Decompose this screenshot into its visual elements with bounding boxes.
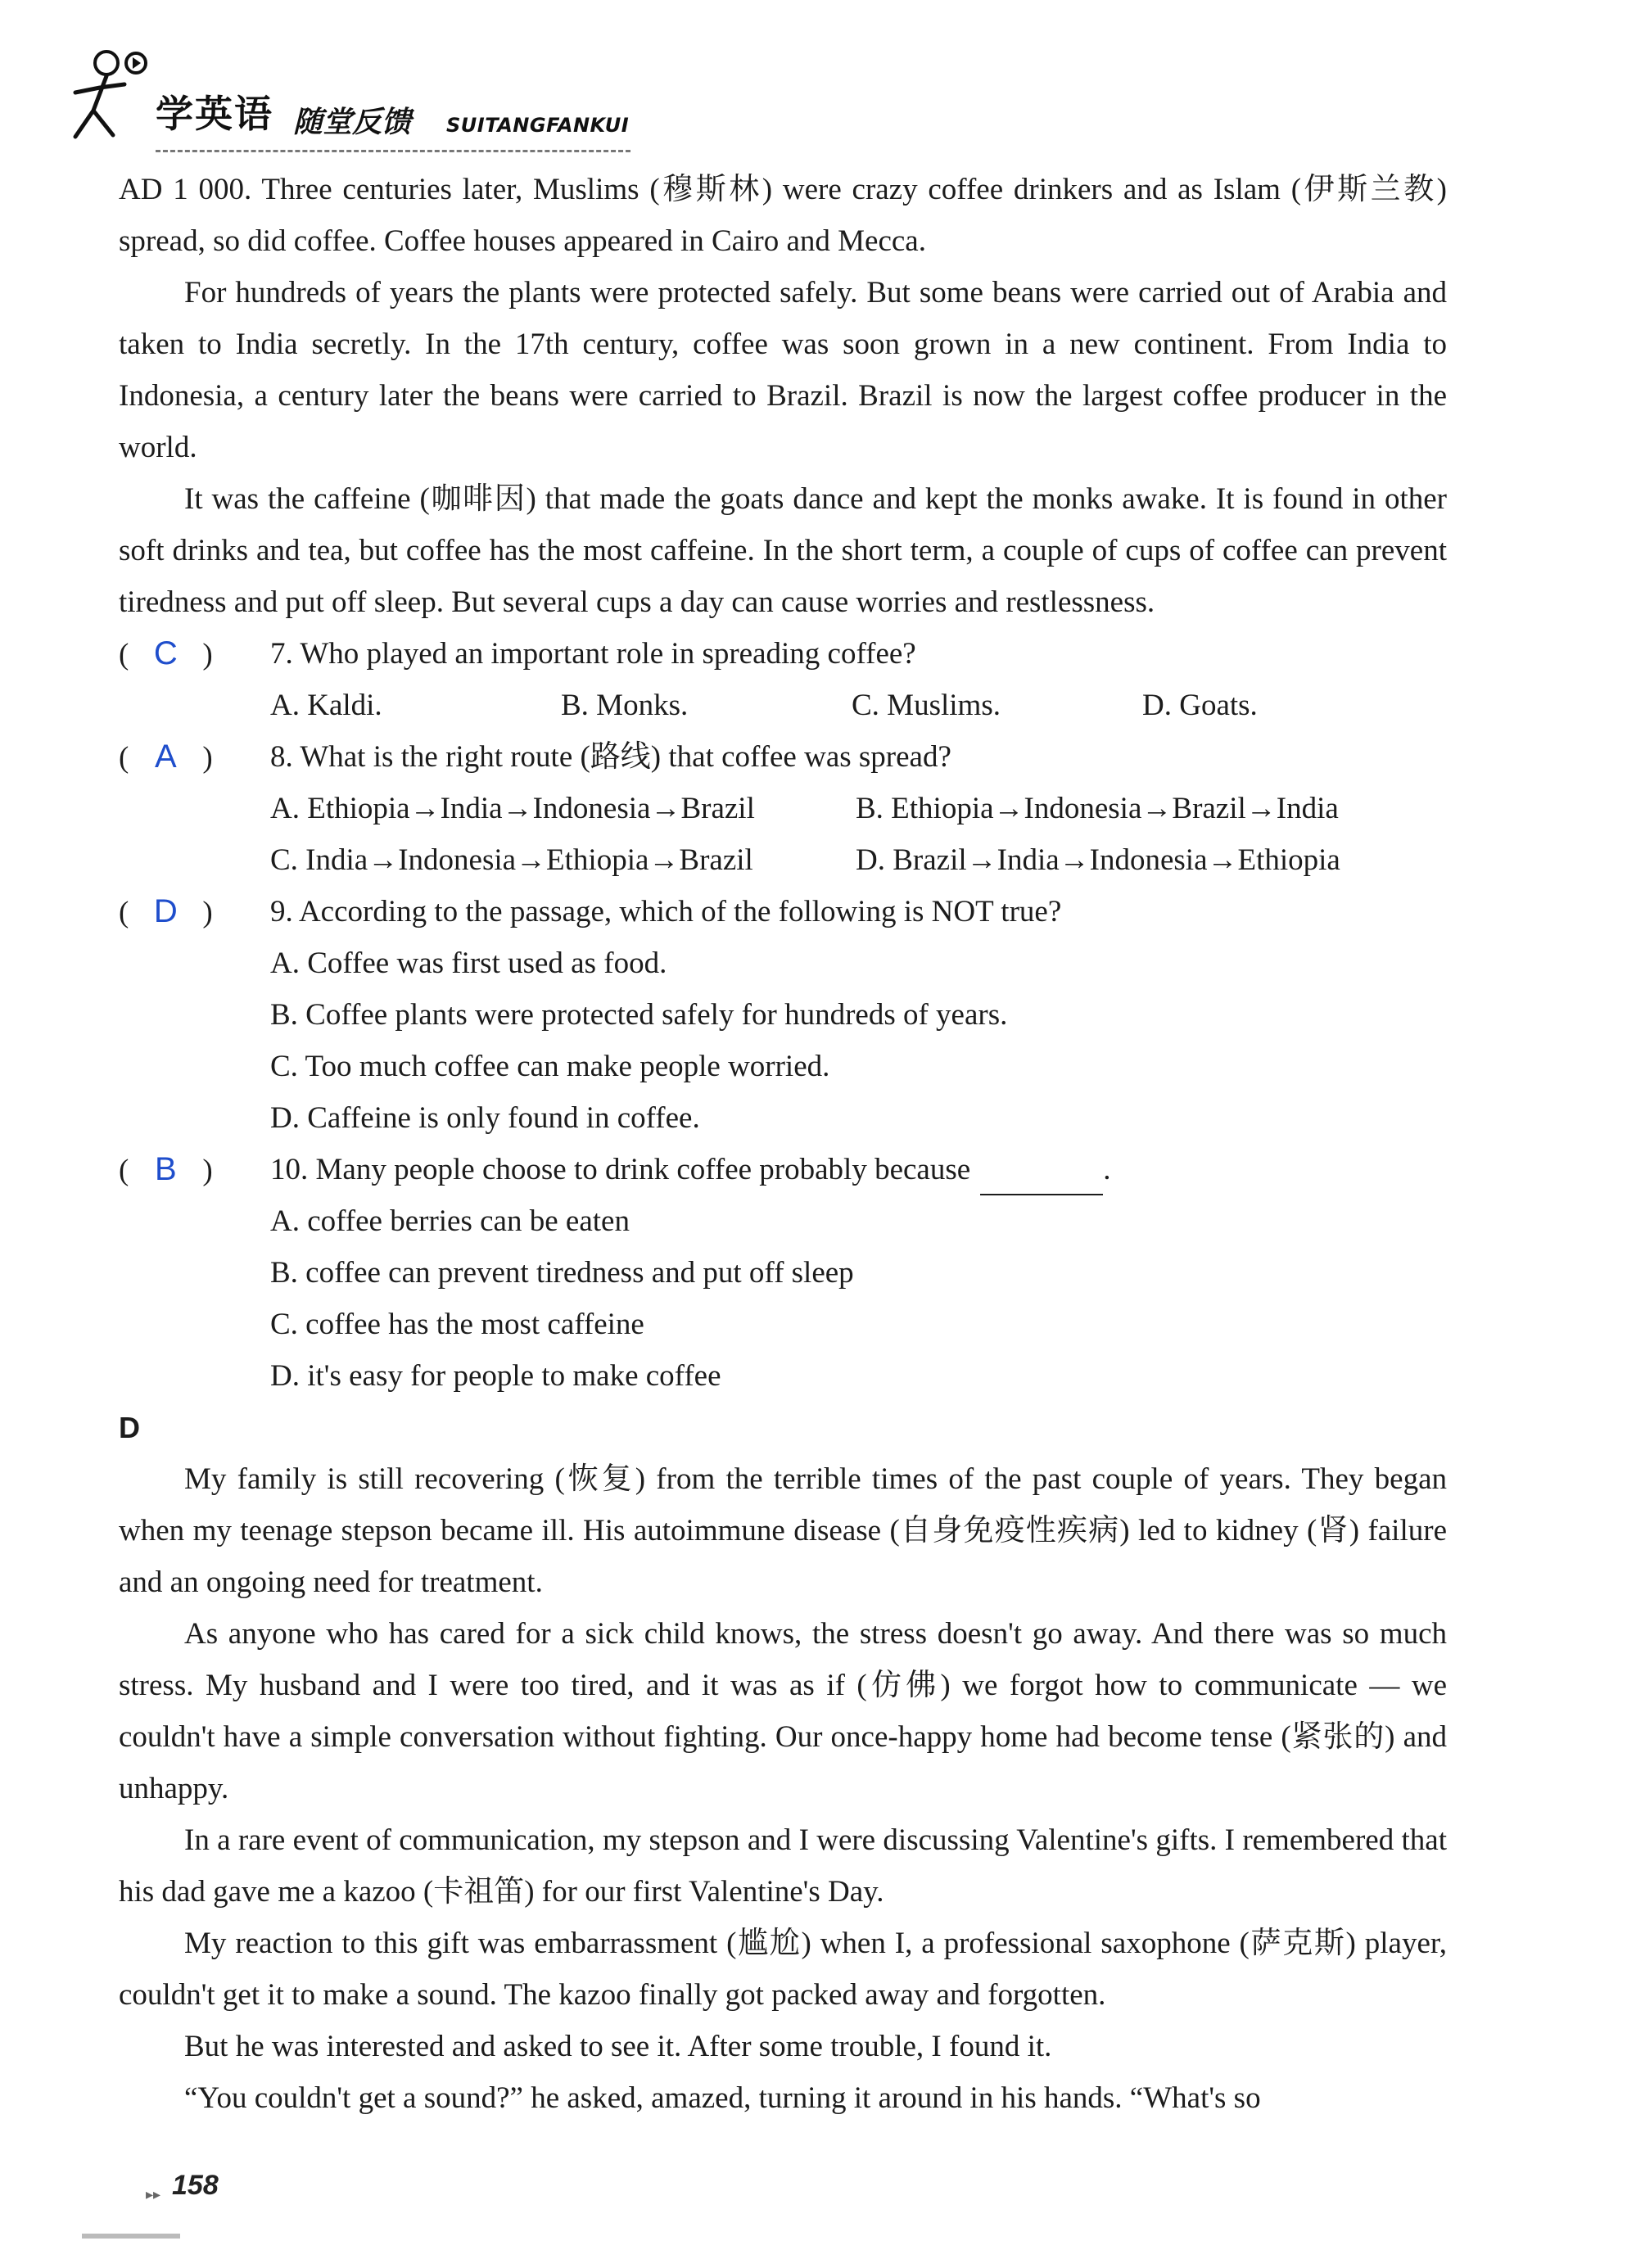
option: B. Coffee plants were protected safely for hundreds of years.: [270, 998, 1008, 1032]
passage-d-paragraph-6: “You couldn't get a sound?” he asked, amazed, turning it around in his hands. “What's so: [184, 2081, 1261, 2115]
option: D. it's easy for people to make coffee: [270, 1359, 721, 1393]
question-10: ( B ) 10. Many people choose to drink coffee probably because .: [119, 1144, 1447, 1195]
answer-bracket: ( A ): [119, 731, 266, 784]
question-7: [119, 628, 1447, 680]
option: B. Monks.: [561, 689, 689, 722]
header-divider: [156, 150, 630, 152]
answer-blank: [980, 1161, 1103, 1195]
answer-9: D: [153, 893, 178, 929]
question-8: [119, 731, 1447, 783]
question-8-options: [119, 783, 1447, 886]
brand-title: 学英语: [156, 92, 273, 136]
question-10-stem: 10. Many people choose to drink coffee probably because: [270, 1153, 971, 1186]
passage-c-paragraph-1: AD 1 000. Three centuries later, Muslims (穆斯林) were crazy coffee drinkers and as Islam (伊斯兰教) spread, so did coffee. Coffee houses appeared in Cairo and Mecca.: [119, 173, 1447, 258]
option: B. Ethiopia→Indonesia→Brazil→India: [856, 792, 1339, 825]
brand-pinyin: SUITANGFANKUI: [446, 114, 630, 137]
footer-decoration: [82, 2234, 180, 2239]
option: C. Too much coffee can make people worried.: [270, 1050, 830, 1083]
question-9: [119, 886, 1447, 937]
option: A. coffee berries can be eaten: [270, 1204, 630, 1238]
question-7-stem: 7. Who played an important role in spreading coffee?: [270, 637, 916, 671]
option: C. India→Indonesia→Ethiopia→Brazil: [270, 843, 753, 877]
passage-c-paragraph-3: It was the caffeine (咖啡因) that made the goats dance and kept the monks awake. It is found in other soft drinks and tea, but coffee has the most caffeine. In the short term, a couple of cups of coffee can prevent tiredness and put off sleep. But several cups a day can cause worries and restlessness.: [119, 482, 1447, 619]
option: D. Goats.: [1142, 689, 1258, 722]
option: B. coffee can prevent tiredness and put off sleep: [270, 1256, 854, 1290]
answer-7: C: [153, 635, 178, 671]
option: A. Kaldi.: [270, 689, 382, 722]
passage-d-paragraph-4: My reaction to this gift was embarrassment (尴尬) when I, a professional saxophone (萨克斯) player, couldn't get it to make a sound. The kazoo finally got packed away and forgotten.: [119, 1927, 1447, 2012]
option: D. Brazil→India→Indonesia→Ethiopia: [856, 843, 1340, 877]
passage-d-paragraph-1: My family is still recovering (恢复) from the terrible times of the past couple of years. They began when my teenage stepson became ill. His autoimmune disease (自身免疫性疾病) led to kidney (肾) failure and an ongoing need for treatment.: [119, 1462, 1447, 1599]
brand-subtitle: 随堂反馈: [293, 106, 412, 139]
option: C. coffee has the most caffeine: [270, 1308, 644, 1341]
passage-d-paragraph-3: In a rare event of communication, my stepson and I were discussing Valentine's gifts. I remembered that his dad gave me a kazoo (卡祖笛) for our first Valentine's Day.: [119, 1823, 1447, 1909]
option: C. Muslims.: [852, 689, 1001, 722]
page-header: [33, 45, 630, 151]
passage-d-paragraph-2: As anyone who has cared for a sick child knows, the stress doesn't go away. And there was so much stress. My husband and I were too tired, and it was as if (仿佛) we forgot how to communicate — we couldn't have a simple conversation without fighting. Our once-happy home had become tense (紧张的) and unhappy.: [119, 1617, 1447, 1805]
passage-d-paragraph-5: But he was interested and asked to see it. After some trouble, I found it.: [184, 2030, 1052, 2063]
page-content: [119, 164, 1447, 2124]
answer-8: A: [154, 739, 177, 775]
option: A. Ethiopia→India→Indonesia→Brazil: [270, 792, 755, 825]
section-d-title: D: [119, 1411, 140, 1444]
page-number: 158: [172, 2170, 219, 2201]
option: D. Caffeine is only found in coffee.: [270, 1101, 700, 1135]
answer-bracket: ( B ): [119, 1144, 266, 1196]
answer-bracket: ( C ): [119, 628, 266, 680]
answer-10: B: [154, 1151, 177, 1187]
running-figure-icon: [43, 45, 149, 151]
question-8-stem: 8. What is the right route (路线) that coffee was spread?: [270, 740, 951, 774]
question-9-stem: 9. According to the passage, which of the following is NOT true?: [270, 895, 1062, 928]
passage-c-paragraph-2: For hundreds of years the plants were protected safely. But some beans were carried out of Arabia and taken to India secretly. In the 17th century, coffee was soon grown in a new continent. From India to Indonesia, a century later the beans were carried to Brazil. Brazil is now the largest coffee producer in the world.: [119, 276, 1447, 464]
page-arrow-icon: ▸▸: [146, 2186, 161, 2202]
option: A. Coffee was first used as food.: [270, 947, 667, 980]
question-7-options: [119, 680, 1447, 731]
answer-bracket: ( D ): [119, 886, 266, 938]
